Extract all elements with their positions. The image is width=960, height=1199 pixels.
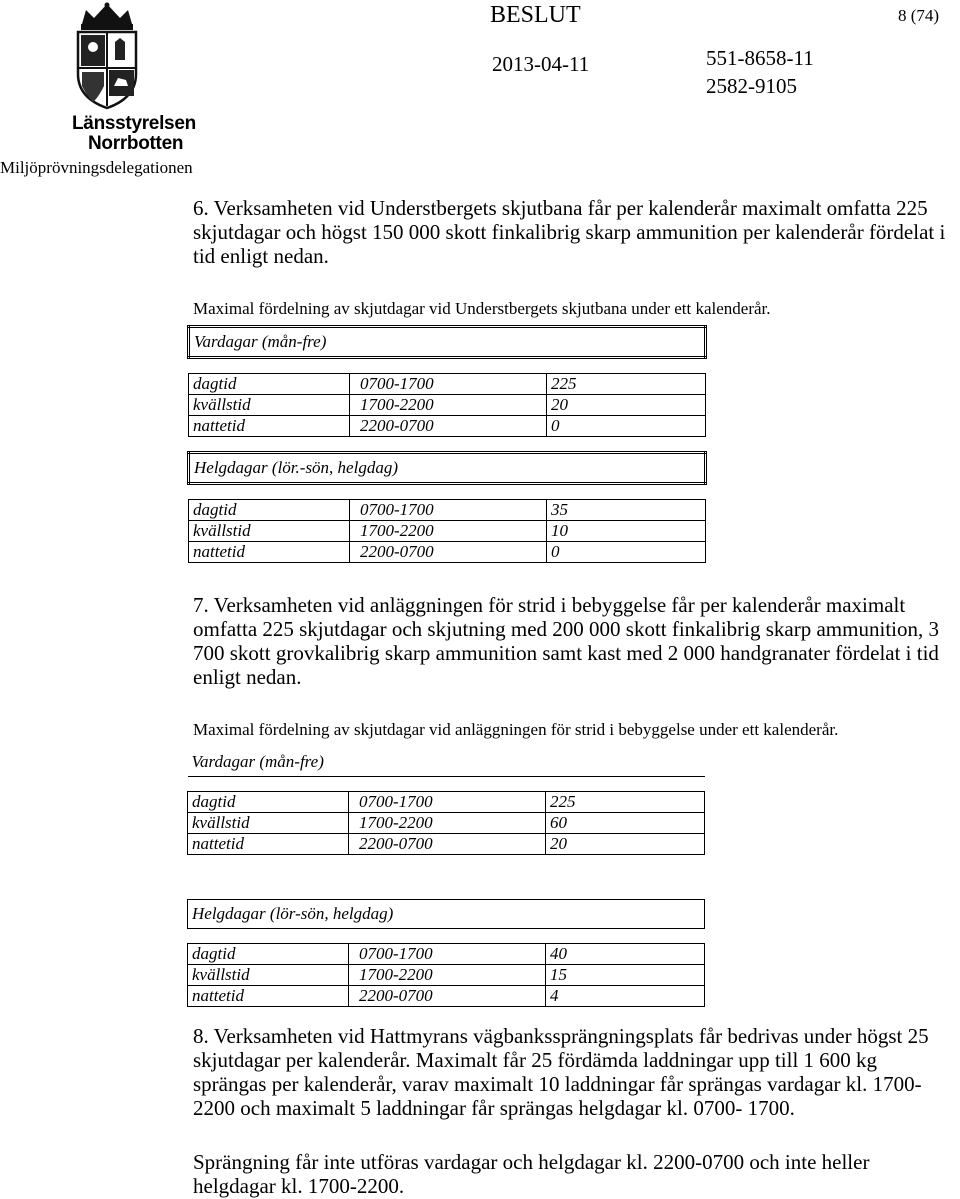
time-cell: 0700-1700 xyxy=(349,792,546,813)
time-cell: 0700-1700 xyxy=(350,374,547,395)
table-row xyxy=(189,374,706,395)
period-cell: kvällstid xyxy=(189,395,350,416)
table-row xyxy=(189,521,706,542)
table-header-holidays: Helgdagar (lör.-sön, helgdag) xyxy=(189,453,706,484)
days-cell: 40 xyxy=(546,944,705,965)
section-6-caption: Maximal fördelning av skjutdagar vid Understbergets skjutbana under ett kalenderår. xyxy=(193,299,771,318)
days-cell: 0 xyxy=(547,416,706,437)
document-type: BESLUT xyxy=(490,2,581,28)
time-cell: 0700-1700 xyxy=(350,500,547,521)
days-cell: 225 xyxy=(546,792,705,813)
table-row xyxy=(188,792,705,813)
period-cell: dagtid xyxy=(188,944,349,965)
time-cell: 1700-2200 xyxy=(349,813,546,834)
period-cell: nattetid xyxy=(189,416,350,437)
page-number: 8 (74) xyxy=(898,6,940,25)
time-cell: 1700-2200 xyxy=(349,965,546,986)
days-cell: 35 xyxy=(547,500,706,521)
document-date: 2013-04-11 xyxy=(492,52,590,76)
time-cell: 2200-0700 xyxy=(349,834,546,855)
time-cell: 2200-0700 xyxy=(350,416,547,437)
days-cell: 20 xyxy=(547,395,706,416)
table-row xyxy=(188,834,705,855)
section-8-text: 8. Verksamheten vid Hattmyrans vägbankssprängningsplats får bedrivas under högst 25 skjutdagar per kalenderår. Maximalt får 25 fördämda laddningar upp till 1 600 kg sprängas per kalenderår, varav maximalt 10 laddningar får sprängas vardagar kl. 1700-2200 och maximalt 5 laddningar får sprängas helgdagar kl. 0700- 1700. xyxy=(193,1024,929,1120)
section-6-text: 6. Verksamheten vid Understbergets skjutbana får per kalenderår maximalt omfatta 225 skjutdagar och högst 150 000 skott finkalibrig skarp ammunition per kalenderår fördelat i tid enligt nedan. xyxy=(193,196,946,268)
period-cell: nattetid xyxy=(189,542,350,563)
table-row xyxy=(188,944,705,965)
period-cell: dagtid xyxy=(189,374,350,395)
table-header-holidays: Helgdagar (lör-sön, helgdag) xyxy=(188,900,705,929)
time-cell: 1700-2200 xyxy=(350,521,547,542)
period-cell: dagtid xyxy=(188,792,349,813)
days-cell: 4 xyxy=(546,986,705,1007)
period-cell: kvällstid xyxy=(188,965,349,986)
authority-logo xyxy=(20,0,196,165)
table-row xyxy=(188,965,705,986)
time-cell: 2200-0700 xyxy=(350,542,547,563)
table-row xyxy=(189,542,706,563)
case-numbers xyxy=(706,44,814,100)
days-cell: 20 xyxy=(546,834,705,855)
days-cell: 15 xyxy=(546,965,705,986)
table-row xyxy=(189,500,706,521)
org-name-line1: Länsstyrelsen xyxy=(72,113,196,134)
days-cell: 225 xyxy=(547,374,706,395)
section-7-table xyxy=(187,748,705,1007)
section-7-caption: Maximal fördelning av skjutdagar vid anläggningen för strid i bebyggelse under ett kalenderår. xyxy=(193,720,839,739)
section-6-table xyxy=(187,325,707,563)
days-cell: 10 xyxy=(547,521,706,542)
department-name: Miljöprövningsdelegationen xyxy=(0,158,193,177)
period-cell: nattetid xyxy=(188,986,349,1007)
period-cell: dagtid xyxy=(189,500,350,521)
table-header-weekdays: Vardagar (mån-fre) xyxy=(189,327,706,358)
days-cell: 60 xyxy=(546,813,705,834)
time-cell: 1700-2200 xyxy=(350,395,547,416)
days-cell: 0 xyxy=(547,542,706,563)
period-cell: kvällstid xyxy=(189,521,350,542)
time-cell: 2200-0700 xyxy=(349,986,546,1007)
case-number: 2582-9105 xyxy=(706,74,797,98)
org-name-line2: Norrbotten xyxy=(88,133,184,154)
time-cell: 0700-1700 xyxy=(349,944,546,965)
coat-of-arms-icon xyxy=(68,2,146,110)
table-row xyxy=(188,986,705,1007)
section-7-text: 7. Verksamheten vid anläggningen för strid i bebyggelse får per kalenderår maximalt omfatta 225 skjutdagar och skjutning med 200 000 skott finkalibrig skarp ammunition, 3 700 skott grovkalibrig skarp ammunition samt kast med 2 000 handgranater fördelat i tid enligt nedan. xyxy=(193,593,939,689)
period-cell: nattetid xyxy=(188,834,349,855)
case-number: 551-8658-11 xyxy=(706,46,814,70)
table-header-weekdays: Vardagar (mån-fre) xyxy=(188,748,705,777)
table-row xyxy=(189,416,706,437)
section-8-note: Sprängning får inte utföras vardagar och helgdagar kl. 2200-0700 och inte heller helgdagar kl. 1700-2200. xyxy=(193,1150,870,1198)
table-row xyxy=(189,395,706,416)
table-row xyxy=(188,813,705,834)
period-cell: kvällstid xyxy=(188,813,349,834)
